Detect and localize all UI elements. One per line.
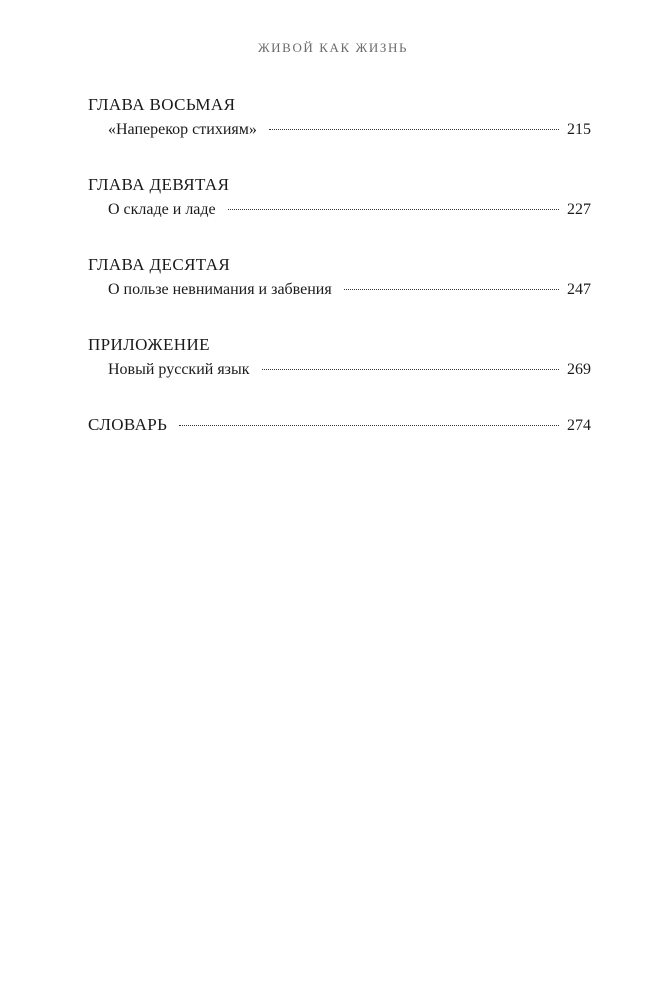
dot-leader bbox=[179, 425, 559, 426]
toc-entry-title: О складе и ладе bbox=[108, 201, 216, 218]
table-of-contents bbox=[88, 94, 591, 469]
toc-entry bbox=[88, 359, 591, 381]
dot-leader bbox=[269, 129, 559, 130]
toc-entry bbox=[88, 414, 591, 436]
appendix-heading: ПРИЛОЖЕНИЕ bbox=[88, 335, 210, 354]
toc-entry-title: Новый русский язык bbox=[108, 361, 250, 378]
toc-section-chapter-8 bbox=[88, 94, 591, 141]
toc-page-number: 274 bbox=[567, 417, 591, 434]
toc-page-number: 215 bbox=[567, 121, 591, 138]
toc-section-chapter-10 bbox=[88, 254, 591, 301]
dot-leader bbox=[344, 289, 559, 290]
chapter-heading: ГЛАВА ДЕСЯТАЯ bbox=[88, 255, 231, 274]
toc-page-number: 227 bbox=[567, 201, 591, 218]
chapter-heading: ГЛАВА ВОСЬМАЯ bbox=[88, 95, 236, 114]
toc-entry bbox=[88, 199, 591, 221]
toc-page-number: 247 bbox=[567, 281, 591, 298]
toc-section-dictionary bbox=[88, 414, 591, 436]
chapter-heading: ГЛАВА ДЕВЯТАЯ bbox=[88, 175, 230, 194]
dot-leader bbox=[228, 209, 559, 210]
toc-entry-title: СЛОВАРЬ bbox=[88, 415, 168, 434]
toc-entry-title: О пользе невнимания и забвения bbox=[108, 281, 332, 298]
toc-section-chapter-9 bbox=[88, 174, 591, 221]
toc-entry bbox=[88, 279, 591, 301]
toc-entry-title: «Наперекор стихиям» bbox=[108, 121, 257, 138]
running-head: ЖИВОЙ КАК ЖИЗНЬ bbox=[257, 40, 409, 55]
toc-page-number: 269 bbox=[567, 361, 591, 378]
toc-entry bbox=[88, 119, 591, 141]
dot-leader bbox=[262, 369, 559, 370]
toc-section-appendix bbox=[88, 334, 591, 381]
